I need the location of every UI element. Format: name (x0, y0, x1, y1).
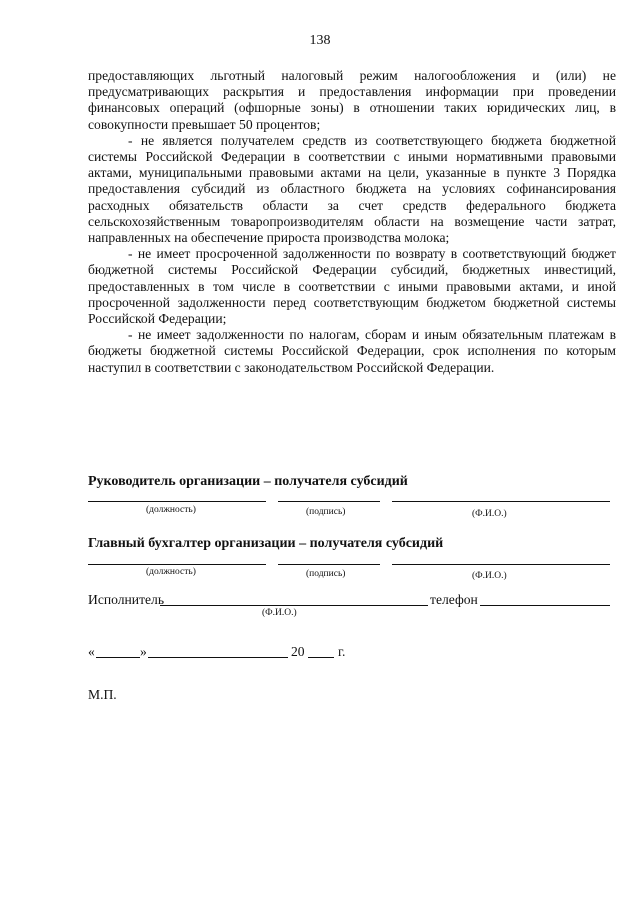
date-year-line[interactable] (308, 657, 334, 658)
accountant-signature-line[interactable] (278, 564, 380, 565)
accountant-signature-title: Главный бухгалтер организации – получателя субсидий (88, 536, 444, 551)
head-name-line[interactable] (392, 501, 610, 502)
paragraph-offshore: предоставляющих льготный налоговый режим налогообложения и (или) не предусматривающих раскрытия и предоставления информации при проведении финансовых операций (офшорные зоны) в отношении таких юридических лиц, в совокупности превышает 50 процентов; (88, 68, 616, 132)
head-signature-line[interactable] (278, 501, 380, 502)
stamp-label: М.П. (88, 687, 117, 702)
date-year-suffix: г. (338, 644, 346, 659)
paragraph-not-recipient: - не является получателем средств из соответствующего бюджета бюджетной системы Российской Федерации в соответствии с иными нормативными правовыми актами, муниципальными правовыми актами на цели, указанные в пункте 3 Порядка предоставления субсидий из областного бюджета на условиях софинансирования расходных обязательств области за счет средств федерального бюджета сельскохозяйственным товаропроизводителям области на возмещение части затрат, направленных на обеспечение прироста производства молока; (88, 132, 616, 246)
date-open-quote: « (88, 644, 95, 659)
head-signature-title: Руководитель организации – получателя субсидий (88, 474, 408, 489)
executor-label: Исполнитель (88, 592, 165, 607)
accountant-position-caption: (должность) (146, 567, 196, 577)
head-position-caption: (должность) (146, 505, 196, 515)
executor-name-line[interactable] (160, 605, 428, 606)
document-body (88, 68, 616, 376)
accountant-signature-caption: (подпись) (306, 569, 346, 579)
page-number: 138 (309, 33, 331, 48)
phone-label: телефон (430, 592, 478, 607)
executor-name-caption: (Ф.И.О.) (262, 608, 297, 618)
head-signature-caption: (подпись) (306, 507, 346, 517)
head-name-caption: (Ф.И.О.) (472, 509, 507, 519)
accountant-position-line[interactable] (88, 564, 266, 565)
date-year-prefix: 20 (291, 644, 305, 659)
accountant-name-line[interactable] (392, 564, 610, 565)
paragraph-no-overdue-debt: - не имеет просроченной задолженности по возврату в соответствующий бюджет бюджетной системы Российской Федерации субсидий, бюджетных инвестиций, предоставленных в том числе в соответствии с иными правовыми актами, и иной просроченной задолженности перед соответствующим бюджетом бюджетной системы Российской Федерации; (88, 246, 616, 327)
date-close-quote: » (140, 644, 147, 659)
date-day-line[interactable] (96, 657, 140, 658)
head-position-line[interactable] (88, 501, 266, 502)
paragraph-no-tax-debt: - не имеет задолженности по налогам, сборам и иным обязательным платежам в бюджеты бюджетной системы Российской Федерации, срок исполнения по которым наступил в соответствии с законодательством Российской Федерации. (88, 327, 616, 375)
accountant-name-caption: (Ф.И.О.) (472, 571, 507, 581)
date-month-line[interactable] (148, 657, 288, 658)
phone-line[interactable] (480, 605, 610, 606)
